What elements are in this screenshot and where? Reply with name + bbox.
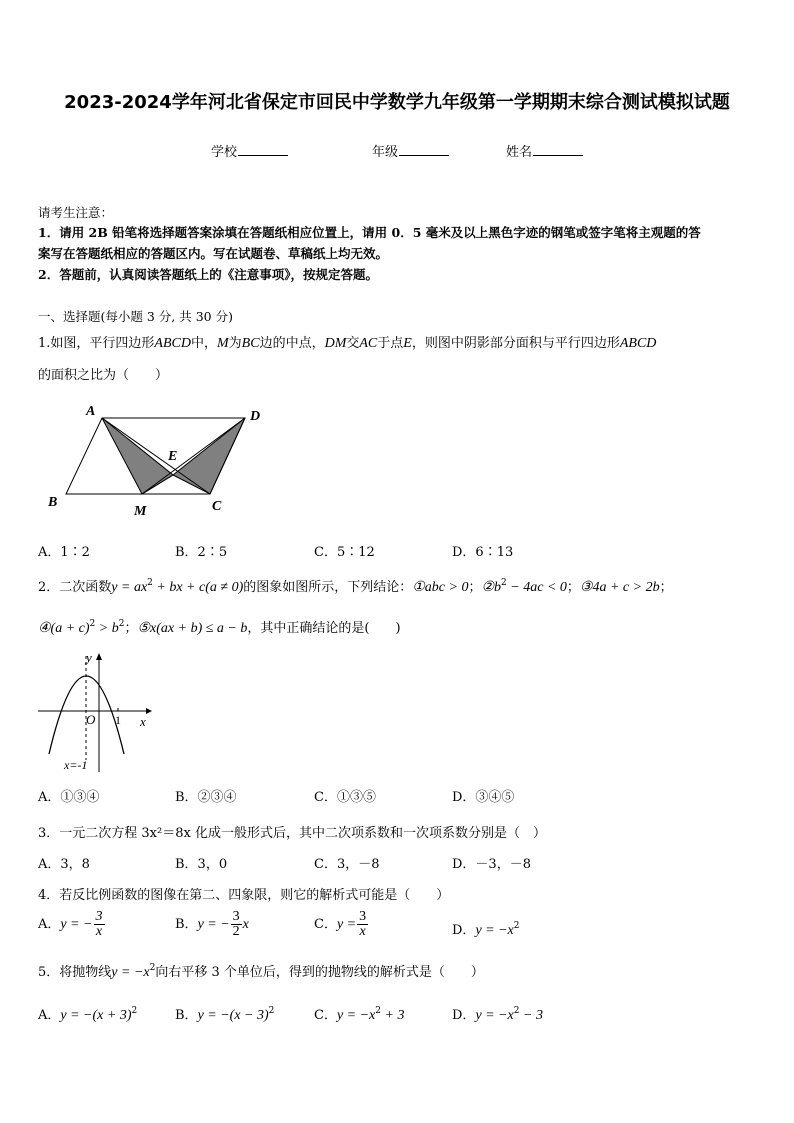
label-D: D [250,409,261,424]
label-E: E [168,449,178,464]
label-y: y [86,650,92,665]
q5-option-c[interactable]: C．$y = -x^2 + 3$ [314,1006,405,1023]
name-field[interactable] [506,141,583,160]
grade-field[interactable] [372,141,449,160]
label-B: B [48,495,58,510]
q4-option-d[interactable]: D．$y = -x^2$ [452,921,520,938]
q2-option-a[interactable]: A．①③④ [38,790,100,805]
q3-stem: 3．一元二次方程 3x²＝8x 化成一般形式后，其中二次项系数和一次项系数分别是（ ） [38,826,546,841]
school-label: 学校 [211,145,238,160]
label-A: A [86,404,96,419]
notice-heading: 请考生注意： [38,205,114,220]
label-axis-eq: x=-1 [64,758,88,772]
q3-option-c[interactable]: C．3，－8 [314,857,380,872]
q3-option-b[interactable]: B．3，0 [175,857,228,872]
q1-option-b[interactable]: B．2∶5 [175,545,228,560]
q3-option-a[interactable]: A．3，8 [38,857,90,872]
q4-stem: 4．若反比例函数的图像在第二、四象限，则它的解析式可能是（ ） [38,888,450,903]
q1-stem-line2: 的面积之比为（ ） [38,368,169,383]
q4-option-c[interactable]: C．y = $\frac{3}{x}$ [314,909,367,939]
q5-option-d[interactable]: D．$y = -x^2 - 3$ [452,1006,543,1023]
q2-option-c[interactable]: C．①③⑤ [314,790,376,805]
q1-option-c[interactable]: C．5∶12 [314,545,375,560]
q2-stem-line2: ④(a + $c)^2 > b^2$；⑤x(ax + b) ≤ a − b，其中正确结论的是( ) [38,619,401,636]
q1-option-d[interactable]: D．6∶13 [452,545,514,560]
label-M: M [134,504,147,519]
parallelogram-figure [40,400,280,520]
q1-stem-line1: 1.如图，平行四边形ABCD中，M为BC边的中点，DM交AC于点E，则图中阴影部分面积与平行四边形ABCD [38,336,657,351]
page-title: 2023-2024学年河北省保定市回民中学数学九年级第一学期期末综合测试模拟试题 [64,92,730,113]
school-field[interactable] [211,141,288,160]
label-origin: O [86,712,96,727]
notice-item1-line2: 案写在答题纸相应的答题区内。写在试题卷、草稿纸上均无效。 [38,246,389,261]
label-one: 1 [115,713,121,727]
q5-option-b[interactable]: B．$y = -(x - 3)^2$ [175,1006,275,1023]
shaded-triangle-right [173,418,245,494]
q5-option-a[interactable]: A．$y = -(x + 3)^2$ [38,1006,138,1023]
parabola-figure [36,648,156,776]
q1-option-a[interactable]: A．1∶2 [38,545,90,560]
grade-blank[interactable] [399,143,449,156]
name-blank[interactable] [533,143,583,156]
school-blank[interactable] [238,143,288,156]
label-x: x [140,714,146,729]
q4-option-b[interactable]: B．y = − $\frac{3}{2}$ x [175,909,249,939]
q5-stem: 5．将抛物线$y = -x^2$向右平移 3 个单位后，得到的抛物线的解析式是（ ） [38,963,484,980]
section1-heading: 一、选择题(每小题 3 分, 共 30 分) [38,309,233,324]
q2-stem-line1: 2．二次函数$y = ax^2$ + bx + c(a ≠ 0)的图象如图所示，下列结论：①abc > 0；$②b^2 - 4ac < 0$；③4a + c > 2b； [38,578,673,595]
q2-option-d[interactable]: D．③④⑤ [452,790,515,805]
name-label: 姓名 [506,145,533,160]
notice-item1-line1: 1．请用 2B 铅笔将选择题答案涂填在答题纸相应位置上，请用 0．5 毫米及以上黑色字迹的钢笔或签字笔将主观题的答 [38,225,701,240]
notice-item2: 2．答题前，认真阅读答题纸上的《注意事项》，按规定答题。 [38,267,378,282]
label-C: C [212,499,222,514]
q2-option-b[interactable]: B．②③④ [175,790,237,805]
q4-option-a[interactable]: A．y = − $\frac{3}{x}$ [38,909,103,939]
q3-option-d[interactable]: D．－3，－8 [452,857,531,872]
grade-label: 年级 [372,145,399,160]
shaded-triangle-left [102,418,173,494]
